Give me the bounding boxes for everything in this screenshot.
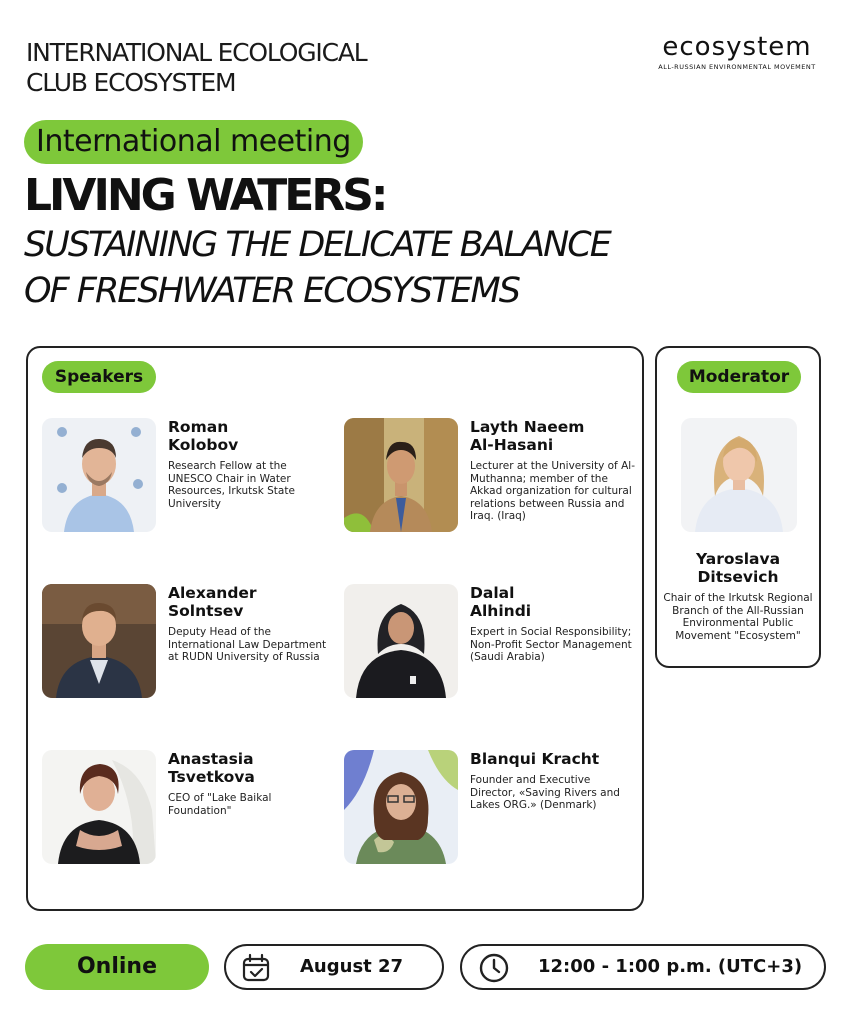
event-time: 12:00 - 1:00 p.m. (UTC+3) [538, 956, 803, 977]
event-date: August 27 [300, 956, 404, 977]
speaker-role: Deputy Head of the International Law Department at RUDN University of Russia [168, 626, 327, 663]
speaker-name [168, 584, 338, 620]
speaker-first-name: Layth Naeem [470, 418, 585, 436]
speaker-photo [344, 584, 458, 698]
speaker-first-name: Blanqui Kracht [470, 750, 600, 768]
calendar-icon [240, 952, 272, 989]
speaker-photo [42, 418, 156, 532]
organization-title [26, 38, 366, 98]
speaker-photo [344, 750, 458, 864]
speaker-first-name: Anastasia [168, 750, 254, 768]
speaker-name [470, 584, 640, 620]
speaker-last-name: Tsvetkova [168, 768, 255, 786]
ecosystem-logo [652, 32, 822, 71]
moderator-photo [681, 418, 797, 532]
speaker-last-name: Kolobov [168, 436, 239, 454]
speaker-role: Lecturer at the University of Al-Muthanna; member of the Akkad organization for cultural relations between Russia and Iraq. (Iraq) [470, 460, 635, 522]
speaker-card [344, 584, 634, 704]
moderator-role: Chair of the Irkutsk Regional Branch of the All-Russian Environmental Public Movement "Ecosystem" [663, 592, 813, 642]
speaker-card [42, 584, 332, 704]
moderator-panel [655, 346, 821, 668]
speaker-card [42, 418, 332, 538]
speaker-photo [344, 418, 458, 532]
moderator-label: Moderator [677, 361, 801, 393]
date-pill [224, 944, 444, 990]
speaker-first-name: Dalal [470, 584, 515, 602]
event-type-badge: International meeting [24, 120, 363, 164]
speaker-first-name: Roman [168, 418, 229, 436]
moderator-name [657, 550, 819, 586]
speaker-role: Expert in Social Responsibility; Non-Profit Sector Management (Saudi Arabia) [470, 626, 632, 663]
speaker-first-name: Alexander [168, 584, 257, 602]
speaker-last-name: Al-Hasani [470, 436, 554, 454]
clock-icon [478, 952, 510, 989]
event-title: LIVING WATERS: [24, 170, 386, 221]
speaker-name [168, 418, 338, 454]
organization-title-line2: CLUB ECOSYSTEM [26, 68, 236, 97]
speaker-role: CEO of "Lake Baikal Foundation" [168, 792, 272, 817]
logo-wordmark: ecosystem [662, 32, 812, 62]
event-subtitle [24, 222, 610, 314]
speaker-card [42, 750, 332, 870]
moderator-last-name: Ditsevich [697, 568, 779, 586]
speakers-label: Speakers [42, 361, 156, 393]
speaker-card [344, 418, 634, 538]
speaker-name [168, 750, 338, 786]
speaker-photo [42, 750, 156, 864]
event-subtitle-line1: SUSTAINING THE DELICATE BALANCE [24, 225, 610, 265]
speaker-name [470, 750, 640, 768]
speaker-role: Research Fellow at the UNESCO Chair in Water Resources, Irkutsk State University [168, 460, 295, 510]
time-pill [460, 944, 826, 990]
speakers-panel [26, 346, 644, 911]
organization-title-line1: INTERNATIONAL ECOLOGICAL [26, 38, 367, 67]
moderator-first-name: Yaroslava [695, 550, 781, 568]
speaker-last-name: Solntsev [168, 602, 244, 620]
format-badge: Online [25, 944, 209, 990]
speaker-last-name: Alhindi [470, 602, 532, 620]
speaker-role: Founder and Executive Director, «Saving Rivers and Lakes ORG.» (Denmark) [470, 774, 620, 811]
logo-subtitle: ALL-RUSSIAN ENVIRONMENTAL MOVEMENT [658, 63, 816, 71]
speaker-card [344, 750, 634, 870]
speaker-photo [42, 584, 156, 698]
speaker-name [470, 418, 640, 454]
event-subtitle-line2: OF FRESHWATER ECOSYSTEMS [24, 271, 519, 311]
